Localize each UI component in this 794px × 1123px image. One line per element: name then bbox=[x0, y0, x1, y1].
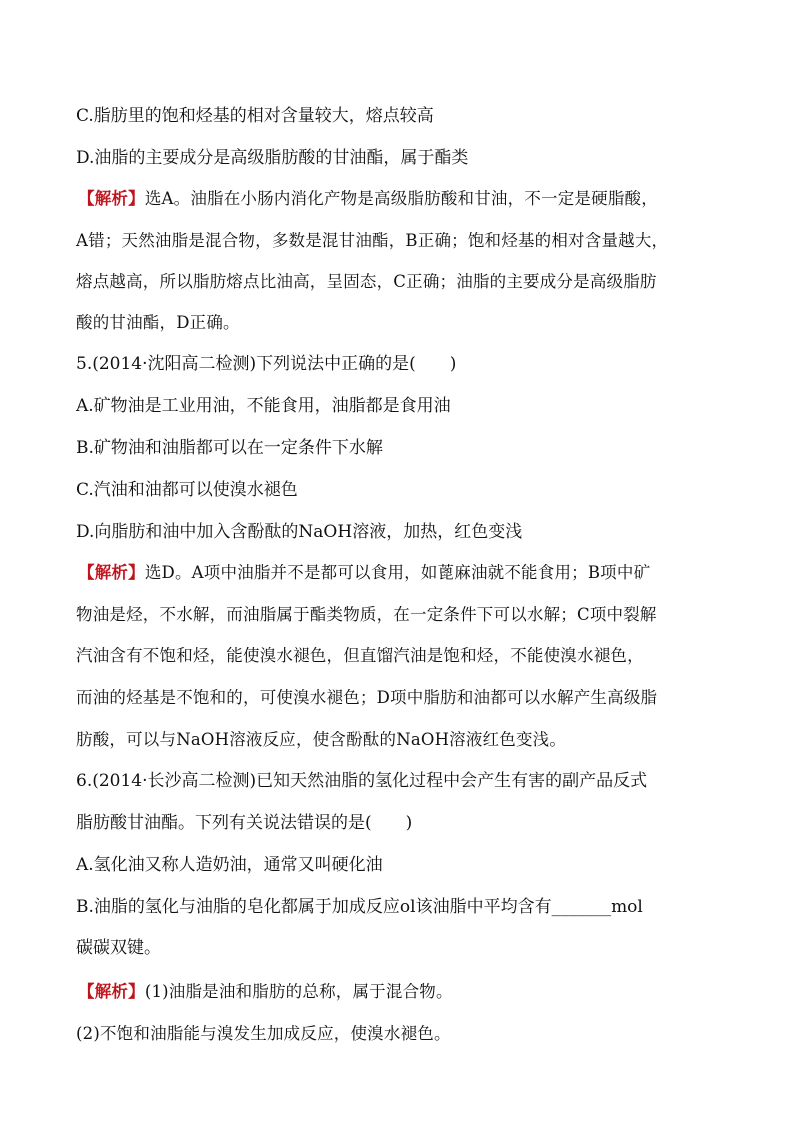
q6-option-b-line-2: 碳碳双键。 bbox=[76, 938, 161, 958]
analysis-text: 选D。A项中油脂并不是都可以食用，如蓖麻油就不能食用；B项中矿 bbox=[144, 563, 651, 582]
q6-stem-line-1: 6.(2014·长沙高二检测)已知天然油脂的氢化过程中会产生有害的副产品反式 bbox=[76, 771, 648, 791]
analysis-text: (1)油脂是油和脂肪的总称，属于混合物。 bbox=[144, 982, 453, 1001]
q5-option-c: C.汽油和油都可以使溴水褪色 bbox=[76, 480, 298, 500]
analysis-tag: 【解析】 bbox=[78, 563, 145, 582]
q5-analysis-line-2: 物油是烃，不水解，而油脂属于酯类物质，在一定条件下可以水解；C项中裂解 bbox=[76, 605, 657, 624]
q5-analysis-line-3: 汽油含有不饱和烃，能使溴水褪色，但直馏汽油是饱和烃，不能使溴水褪色， bbox=[76, 646, 644, 665]
q5-analysis-line-5: 肪酸，可以与NaOH溶液反应，使含酚酞的NaOH溶液红色变浅。 bbox=[76, 730, 567, 749]
q6-analysis-line-1 bbox=[78, 980, 453, 1004]
q5-option-a: A.矿物油是工业用油，不能食用，油脂都是食用油 bbox=[76, 396, 451, 416]
q5-analysis-line-4: 而油的烃基是不饱和的，可使溴水褪色；D项中脂肪和油都可以水解产生高级脂 bbox=[76, 688, 658, 707]
q4-analysis-line-3: 熔点越高，所以脂肪熔点比油高，呈固态，C正确；油脂的主要成分是高级脂肪 bbox=[76, 272, 657, 291]
q6-stem-line-2: 脂肪酸甘油酯。下列有关说法错误的是( ) bbox=[76, 813, 413, 833]
q6-analysis-line-2: (2)不饱和油脂能与溴发生加成反应，使溴水褪色。 bbox=[76, 1024, 451, 1043]
q5-analysis-line-1 bbox=[78, 561, 650, 585]
analysis-tag: 【解析】 bbox=[78, 189, 145, 208]
q4-analysis-line-4: 酸的甘油酯，D正确。 bbox=[76, 313, 240, 332]
q6-option-b-line-1: B.油脂的氢化与油脂的皂化都属于加成反应ol该油脂中平均含有_______mol bbox=[76, 897, 643, 917]
q4-analysis-line-1 bbox=[78, 187, 658, 211]
q6-option-a: A.氢化油又称人造奶油，通常又叫硬化油 bbox=[76, 855, 383, 875]
q5-option-d: D.向脂肪和油中加入含酚酞的NaOH溶液，加热，红色变浅 bbox=[76, 522, 523, 542]
q4-option-d: D.油脂的主要成分是高级脂肪酸的甘油酯，属于酯类 bbox=[76, 148, 469, 168]
q4-option-c: C.脂肪里的饱和烃基的相对含量较大，熔点较高 bbox=[76, 106, 434, 126]
analysis-text: 选A。油脂在小肠内消化产物是高级脂肪酸和甘油，不一定是硬脂酸， bbox=[144, 189, 658, 208]
q5-stem: 5.(2014·沈阳高二检测)下列说法中正确的是( ) bbox=[76, 354, 457, 374]
analysis-tag: 【解析】 bbox=[78, 982, 145, 1001]
q4-analysis-line-2: A错；天然油脂是混合物，多数是混甘油酯，B正确；饱和烃基的相对含量越大， bbox=[76, 231, 669, 250]
q5-option-b: B.矿物油和油脂都可以在一定条件下水解 bbox=[76, 438, 383, 458]
